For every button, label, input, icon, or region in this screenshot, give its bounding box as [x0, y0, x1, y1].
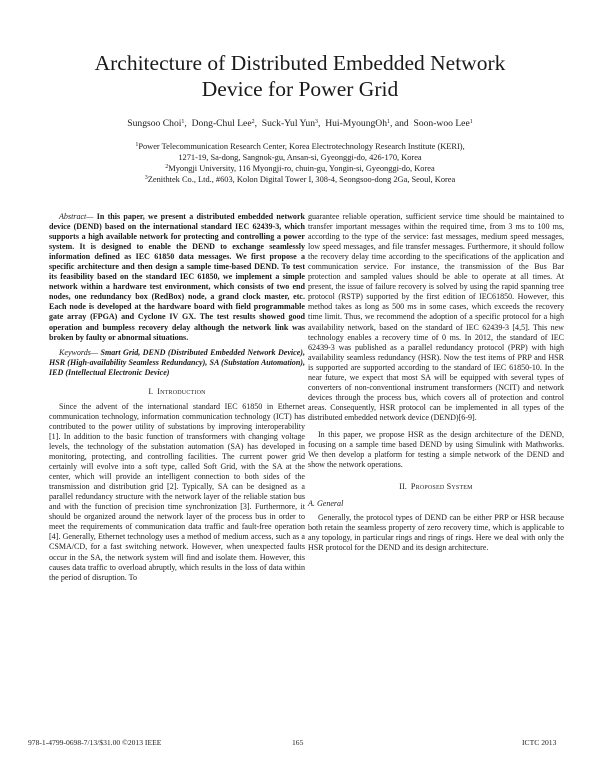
body-paragraph: guarantee reliable operation, sufficient service time should be maintained to transfer important messages within the required time, from 3 ms to 100 ms, according to the type of the service: fast messages, medium speed messages, low speed messages, and file transfer messages. Furthermore, it should follow the recovery delay time according to the specifications of the application and communication service. For instance, the transmission of the Bus Bar protection and sampled values should be able to operate at all times. At present, the issue of failure recovery is solved by using the rapid spanning tree protocol (RSTP) supported by the first edition of IEC61850. However, this method takes as long as 500 ms in some cases, which exceeds the recovery time limit. Thus, we recommend the adoption of a specific protocol for a high availability network, based on the standard of IEC 62439-3 [4,5]. This new technology enables a recovery time of 0 ms. In 2012, the standard of IEC 62439-3 was published as a parallel redundancy protocol (PRP) with high availability seamless redundancy (HSR). Now the test items of PRP and HSR is supported are supported according to the standard of IEC 61850-10. In the near future, we expect that most SA will be equipped with several types of converters of non-conventional instrument transformers (NCIT) and network devices through the process bus, which covers all of protection and control areas. Consequently, HSR protocol can be implemented in all types of the distributed embedded network device (DEND)[6-9].: [308, 212, 564, 422]
section-heading-proposed-system: II. Proposed System: [399, 482, 473, 492]
abstract: Abstract— In this paper, we present a distributed embedded network device (DEND) based on the international standard IEC 62439-3, which supports a high available network for protecting and controlling a power system. It is designed to enable the DEND to exchange seamlessly information defined as IEC 61850 data messages. We first propose a specific architecture and then design a sample time-based DEND. To test its feasibility based on the standard IEC 61850, we implement a simple network within a hardware test environment, which consists of two end nodes, one redundancy box (RedBox) node, a grand clock master, etc. Each node is developed at the hardware board with field programmable gate array (FPGA) and Cyclone IV GX. The test results showed good operation and bumpless recovery delay although the network link was broken by faulty or abnormal situations.: [49, 212, 305, 342]
author: Dong-Chul Lee$^2$: [191, 118, 255, 129]
affiliation-line: $^3$Zenithtek Co., Ltd., #603, Kolon Digital Tower I, 308-4, Seongsoo-dong 2Ga, Seoul, Korea: [144, 175, 456, 184]
title-line-1: Architecture of Distributed Embedded Network: [94, 51, 506, 75]
author-list: Sungsoo Choi$^1$, Dong-Chul Lee$^2$, Suck-Yul Yun$^3$, Hui-MyoungOh$^1$, and Soon-woo Lee$^1$: [127, 118, 473, 129]
body-paragraph: Generally, the protocol types of DEND can be either PRP or HSR because both retain the seamless property of zero recovery time, which is applicable to any topology, in particular rings and rings of rings. Here we deal with only the HSR protocol for the DEND and its design architecture.: [308, 513, 564, 553]
author: Soon-woo Lee$^1$: [413, 118, 473, 129]
title-line-2: Device for Power Grid: [201, 77, 399, 101]
affiliations: [80, 141, 520, 185]
right-column: [308, 212, 564, 553]
author: Sungsoo Choi$^1$: [127, 118, 185, 129]
left-column: [49, 212, 305, 583]
affiliation-line: $^1$Power Telecommunication Research Center, Korea Electrotechnology Research Institute (KERI),: [135, 142, 465, 151]
keywords: Keywords— Smart Grid, DEND (Distributed Embedded Network Device), HSR (High-availability Seamless Redundancy), SA (Substation Automation), IED (Intellectual Electronic Device): [49, 347, 305, 377]
footer-conference: ICTC 2013: [522, 738, 557, 747]
affiliation-line: $^2$Myongji University, 116 Myongji-ro, chuin-gu, Yongin-si, Gyeonggi-do, Korea: [165, 164, 435, 173]
author: Suck-Yul Yun$^3$: [261, 118, 318, 129]
paper-title: [40, 50, 560, 102]
body-paragraph: In this paper, we propose HSR as the design architecture of the DEND, focusing on a sample time based DEND by using Simulink with Mathworks. We then develop a platform for testing a simple network of the DEND and show the network operations.: [308, 429, 564, 470]
affiliation-line: 1271-19, Sa-dong, Sangnok-gu, Ansan-si, Gyeonggi-do, 426-170, Korea: [178, 153, 422, 162]
page-number: 165: [292, 738, 304, 747]
footer-copyright: 978-1-4799-0698-7/13/$31.00 ©2013 IEEE: [28, 738, 162, 747]
author: Hui-MyoungOh$^1$: [325, 118, 391, 129]
intro-paragraph: Since the advent of the international standard IEC 61850 in Ethernet communication technology, information communication technology (ICT) has contributed to the power utility of substations by improving interoperability [1]. In addition to the basic function of transformers with changing voltage levels, the technology of the substation automation (SA) has developed in monitoring, protecting, and controlling facilities. The current power grid certainly will evolve into a soft type, called Soft Grid, with the SA at the center, which will provide an intelligent connection to both sides of the transmission and distribution grid [2]. Typically, SA can be designed as a parallel redundancy structure with the network layer of the reliable station bus and with the function of precision time synchronization [3]. Furthermore, it should be organized around the network layer of the process bus in order to meet the requirements of communication data traffic and fault-free operation [4]. Generally, Ethernet technology uses a method of medium access, such as a CSMA/CD, for a fast switching network. However, when unexpected faults occur in the SA, the network system will find and isolate them. However, this causes data traffic to overload abruptly, which results in the loss of data within the period of disruption. To: [49, 401, 305, 582]
section-heading-introduction: I. Introduction: [148, 386, 206, 396]
subsection-heading-general: A. General: [308, 499, 344, 509]
